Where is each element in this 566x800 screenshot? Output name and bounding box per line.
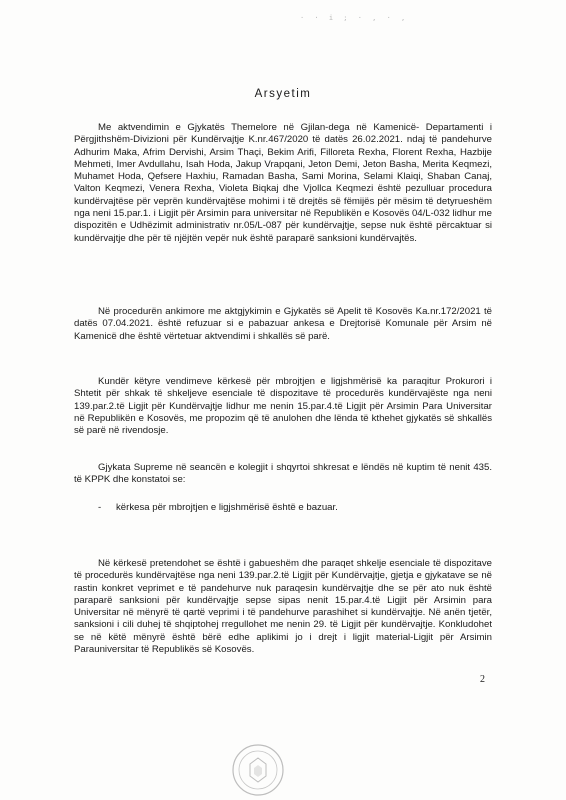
paragraph-supreme-court-review: Gjykata Supreme në seancën e kolegjit i shqyrtoi shkresat e lëndës në kuptim të nenit 435. të KPPK dhe konstatoi se:: [74, 462, 492, 486]
paragraph-claims-analysis: Në kërkesë pretendohet se është i gabueshëm dhe paraqet shkelje esenciale të dispozitave të procedurës kundërvajtëse nga neni 139.par.2.të Ligjit për Kundërvajtje, gjetja e gjykatave se në rastin konkret veprimet e të pandehurve nuk paraqesin kundërvajtje dhe se për ato nuk është paraparë sanksioni për kundërvajtje sepse sipas nenit 15.par.4.të Ligjit për Arsimin para Universitar në mënyrë të qartë veprimi i të pandehurve parashihet si kundërvajtje. Në anën tjetër, sanksioni i cili duhej të shqiptohej rregullohet me nenin 29. të Ligjit për kundërvajtje. Konkludohet se në këtë mënyrë është bërë edhe aplikimi jo i drejt i ligjit material-Ligjit për Arsimin Parauniversitar të Republikës së Kosovës.: [74, 558, 492, 656]
paragraph-appeal-procedure: Në procedurën ankimore me aktgjykimin e Gjykatës së Apelit të Kosovës Ka.nr.172/2021 të datës 07.04.2021. është refuzuar si e pabazuar ankesa e Drejtorisë Komunale për Arsim në Kamenicë dhe është vërtetuar aktvendimi i shkallës së parë.: [74, 306, 492, 342]
bullet-dash: -: [98, 502, 102, 513]
document-title: Arsyetim: [254, 88, 312, 100]
scan-artifact-marks: · · i ; · , · ,: [300, 14, 409, 22]
finding-bullet-text: kërkesa për mbrojtjen e ligjshmërisë është e bazuar.: [116, 502, 338, 513]
finding-bullet: [98, 502, 498, 514]
court-seal-stamp: [230, 742, 286, 798]
paragraph-decision-summary: Me aktvendimin e Gjykatës Themelore në Gjilan-dega në Kamenicë- Departamenti i Përgjithshëm-Divizioni për Kundërvajtje K.nr.467/2020 të datës 26.02.2021. ndaj të pandehurve Adhurim Maka, Afrim Dervishi, Arsim Thaçi, Bekim Arifi, Filloreta Rexha, Florent Rexha, Hazbije Mehmeti, Imer Avdullahu, Isah Hoda, Jakup Vrapqani, Jeton Demi, Jeton Basha, Merita Keqmezi, Muhamet Hoda, Qefsere Haxhiu, Ramadan Basha, Sami Morina, Selami Klaiqi, Shaban Canaj, Valton Keqmezi, Venera Rexha, Violeta Biqkaj dhe Vjollca Keqmezi është pezulluar procedura kundërvajtëse për veprën kundërvajtëse mohimi i të drejtës së fëmijës për mësim të detyrueshëm nga neni 15.par.1. i Ligjit për Arsimin para universitar në Republikën e Kosovës 04/L-032 lidhur me dispozitën e Udhëzimit administrativ nr.05/L-087 për kundërvajtje, sepse nuk është përcaktuar si kundërvajtje dhe për të njëjtën vepër nuk është paraparë sanksioni kundërvajtës.: [74, 122, 492, 244]
paragraph-prosecutor-request: Kundër këtyre vendimeve kërkesë për mbrojtjen e ligjshmërisë ka paraqitur Prokurori i Shtetit për shkak të shkeljeve esenciale të dispozitave të procedurës kundërvajëste nga neni 139.par.2.të Ligjit për Kundërvajtje lidhur me nenin 15.par.4.të Ligjit për Arsimin Para Universitar në Republikën e Kosovës, me propozim që të anulohen dhe lënda të kthehet gjykatës së shkallës së parë në rivendosje.: [74, 376, 492, 437]
page-number: 2: [480, 674, 485, 685]
